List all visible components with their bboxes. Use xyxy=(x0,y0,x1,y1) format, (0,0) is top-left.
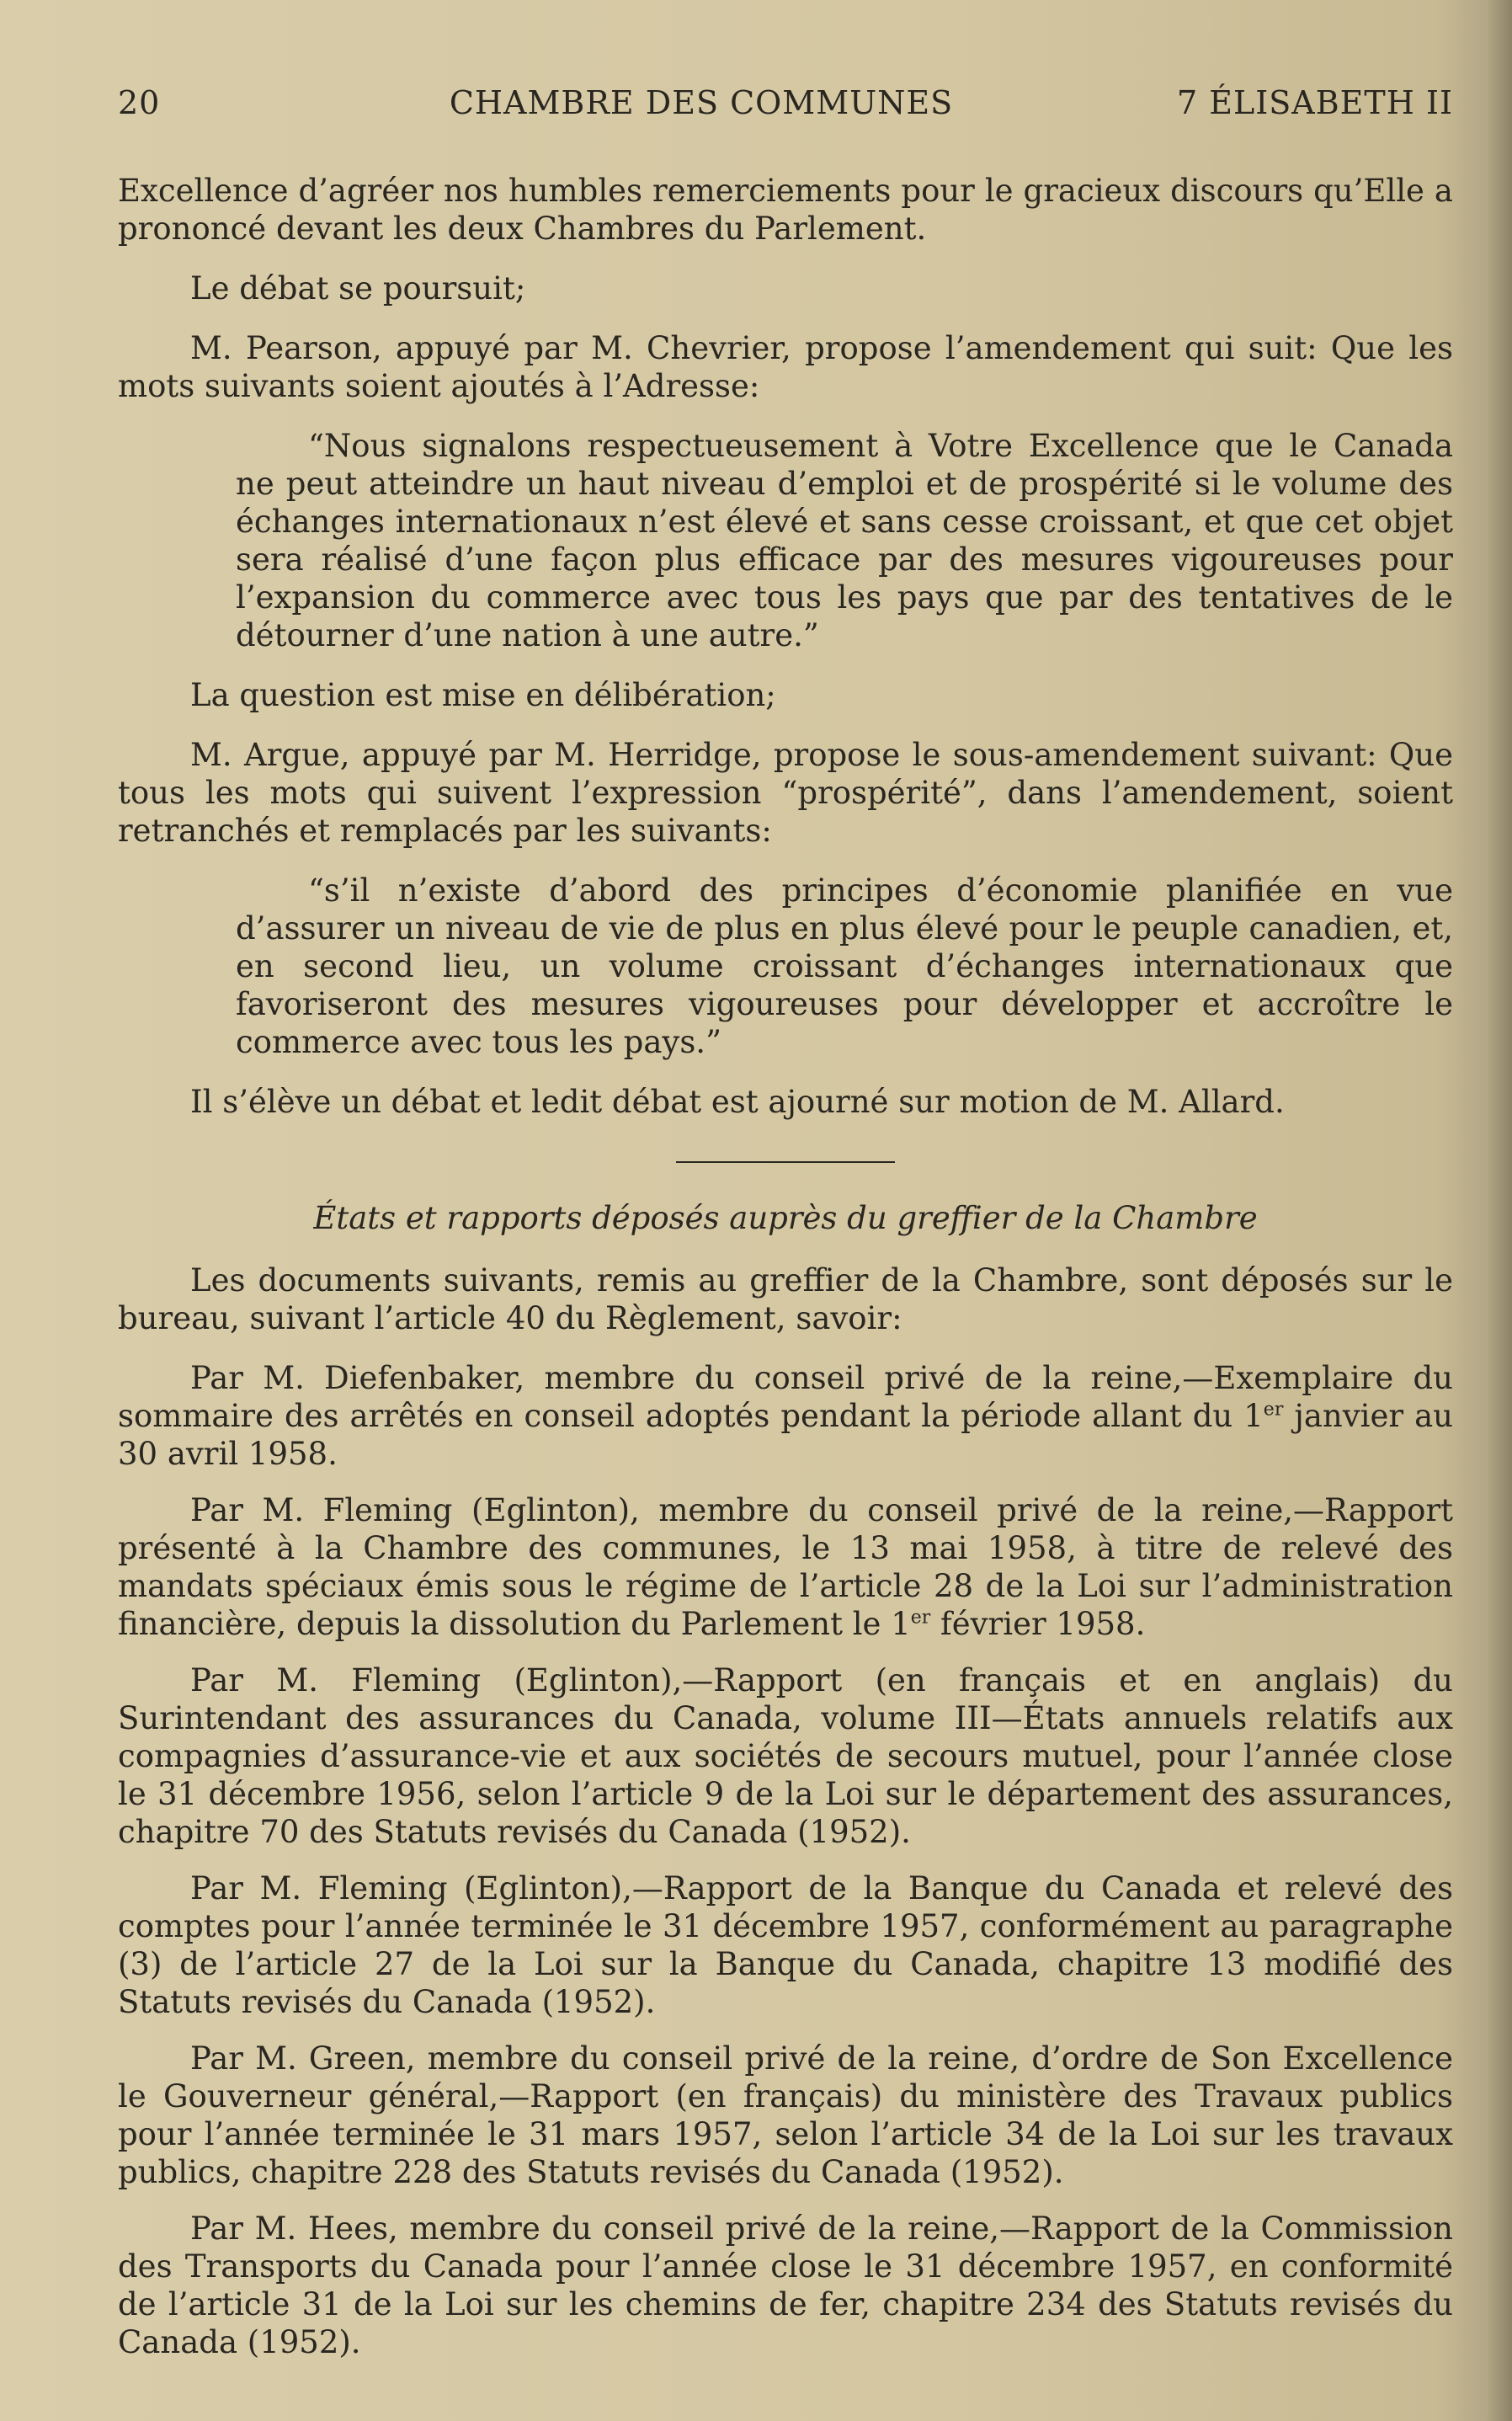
page-edge-shadow xyxy=(1487,0,1512,2421)
running-title: CHAMBRE DES COMMUNES xyxy=(449,84,954,121)
paragraph-address-continuation: Excellence d’agréer nos humbles remerciements pour le gracieux discours qu’Elle a prononcé devant les deux Chambres du Parlement. xyxy=(118,173,1453,247)
document-entry-fleming-banque: Par M. Fleming (Eglinton),—Rapport de la Banque du Canada et relevé des comptes pour l’année terminée le 31 décembre 1957, conformément au paragraphe (3) de l’article 27 de la Loi sur la Banque du Canada, chapitre 13 modifié des Statuts revisés du Canada (1952). xyxy=(118,1870,1453,2020)
page-number: 20 xyxy=(118,84,161,121)
subamendment-quote-text: “s’il n’existe d’abord des principes d’économie planifiée en vue d’assurer un niveau de vie de plus en plus élevé pour le peuple canadien, et, en second lieu, un volume croissant d’échanges internationaux que favoriseront des mesures vigoureuses pour développer et accroître le commerce avec tous les pays.” xyxy=(236,872,1453,1060)
document-entry-text: février 1958. xyxy=(930,1606,1146,1642)
reign-label: 7 ÉLISABETH II xyxy=(1177,84,1453,121)
subamendment-quote xyxy=(118,872,1453,1061)
amendment-quote xyxy=(118,427,1453,654)
paragraph-debate-continues: Le débat se poursuit; xyxy=(190,270,526,307)
ordinal-superscript: er xyxy=(1263,1399,1284,1421)
document-entry-fleming-mandats xyxy=(118,1491,1453,1643)
document-entry-fleming-assurances: Par M. Fleming (Eglinton),—Rapport (en français et en anglais) du Surintendant des assurances du Canada, volume III—États annuels relatifs aux compagnies d’assurance-vie et aux sociétés de secours mutuel, pour l’année close le 31 décembre 1956, selon l’article 9 de la Loi sur le département des assurances, chapitre 70 des Statuts revisés du Canada (1952). xyxy=(118,1662,1453,1850)
document-entry-diefenbaker xyxy=(118,1359,1453,1473)
section-divider xyxy=(676,1161,895,1163)
section-title: États et rapports déposés auprès du greffier de la Chambre xyxy=(313,1200,1258,1236)
document-entry-text: Par M. Fleming (Eglinton), membre du conseil privé de la reine,—Rapport présenté à la Chambre des communes, le 13 mai 1958, à titre de relevé des mandats spéciaux émis sous le régime de l’article 28 de la Loi sur l’administration financière, depuis la dissolution du Parlement le 1 xyxy=(118,1492,1453,1642)
page-header xyxy=(118,84,1453,121)
paragraph-pearson-amendment: M. Pearson, appuyé par M. Chevrier, propose l’amendement qui suit: Que les mots suivants soient ajoutés à l’Adresse: xyxy=(118,330,1453,404)
amendment-quote-text: “Nous signalons respectueusement à Votre Excellence que le Canada ne peut atteindre un haut niveau d’emploi et de prospérité si le volume des échanges internationaux n’est élevé et sans cesse croissant, et que cet objet sera réalisé d’une façon plus efficace par des mesures vigoureuses pour l’expansion du commerce avec tous les pays que par des tentatives de le détourner d’une nation à une autre.” xyxy=(236,428,1453,653)
ordinal-superscript: er xyxy=(910,1607,931,1629)
document-entry-text: Par M. Diefenbaker, membre du conseil privé de la reine,—Exemplaire du sommaire des arrêtés en conseil adoptés pendant la période allant du 1 xyxy=(118,1360,1453,1434)
section-intro: Les documents suivants, remis au greffier de la Chambre, sont déposés sur le bureau, suivant l’article 40 du Règlement, savoir: xyxy=(118,1262,1453,1336)
paragraph-argue-subamendment: M. Argue, appuyé par M. Herridge, propose le sous-amendement suivant: Que tous les mots qui suivent l’expression “prospérité”, dans l’amendement, soient retranchés et remplacés par les suivants: xyxy=(118,737,1453,849)
document-entry-hees-transports: Par M. Hees, membre du conseil privé de la reine,—Rapport de la Commission des Transports du Canada pour l’année close le 31 décembre 1957, en conformité de l’article 31 de la Loi sur les chemins de fer, chapitre 234 des Statuts revisés du Canada (1952). xyxy=(118,2210,1453,2360)
document-entry-green-travaux: Par M. Green, membre du conseil privé de la reine, d’ordre de Son Excellence le Gouverneur général,—Rapport (en français) du ministère des Travaux publics pour l’année terminée le 31 mars 1957, selon l’article 34 de la Loi sur les travaux publics, chapitre 228 des Statuts revisés du Canada (1952). xyxy=(118,2040,1453,2190)
paragraph-debate-adjourned: Il s’élève un débat et ledit débat est ajourné sur motion de M. Allard. xyxy=(190,1084,1285,1120)
document-entry-text: janvier au 30 avril 1958. xyxy=(118,1398,1453,1472)
paragraph-question-put: La question est mise en délibération; xyxy=(190,677,776,713)
